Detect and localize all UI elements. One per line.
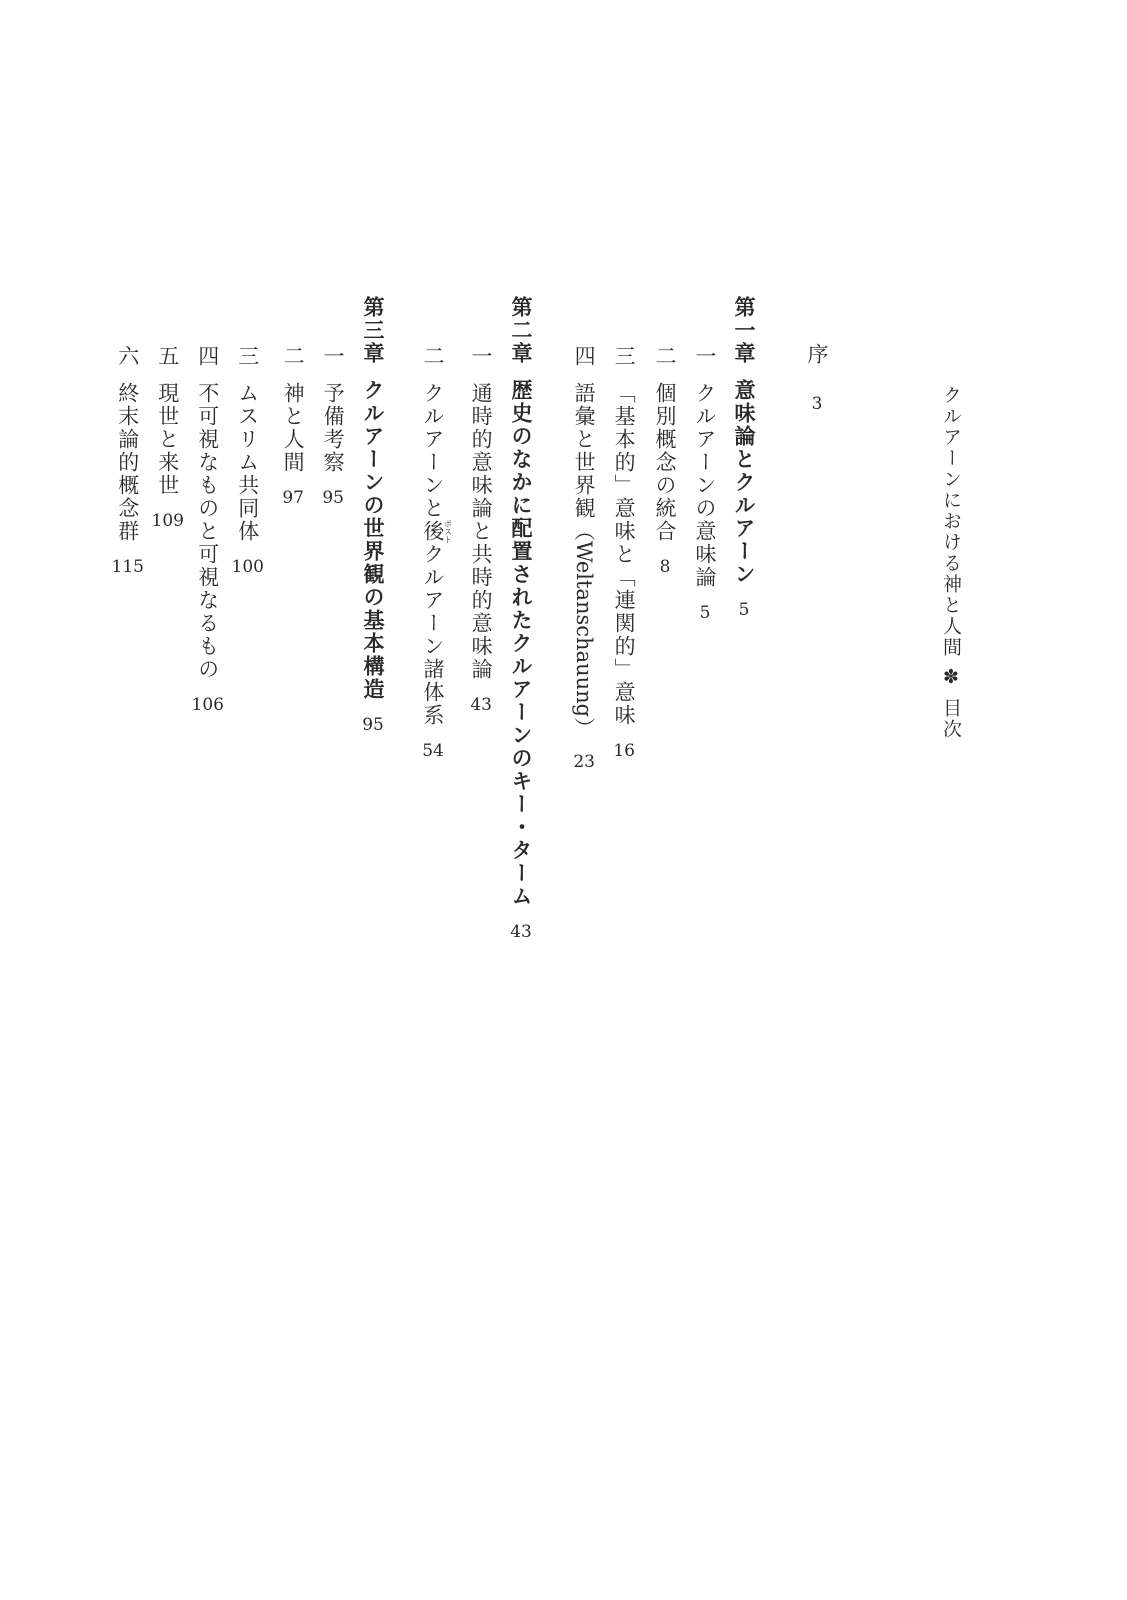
section-title: 通時的意味論と共時的意味論	[469, 382, 494, 681]
section-title-latin: （Weltanschauung）	[572, 520, 597, 739]
section-page: 43	[470, 695, 492, 715]
chapter-1-page: 5	[738, 600, 750, 620]
section-number: 一	[321, 345, 346, 368]
book-title-column	[941, 385, 960, 740]
chapter-3-section-3	[232, 345, 264, 576]
chapter-3-page: 95	[362, 715, 384, 735]
section-page: 23	[573, 752, 595, 773]
toc-label: 目次	[940, 698, 962, 740]
section-title: 現世と来世	[155, 382, 180, 497]
chapter-1-title: 意味論とクルアーン	[732, 379, 757, 586]
chapter-3-section-2	[282, 345, 304, 507]
section-page: 106	[191, 695, 224, 715]
chapter-1-heading	[734, 296, 755, 619]
section-number: 六	[115, 345, 140, 368]
section-number: 二	[653, 345, 677, 368]
chapter-2-section-2	[422, 345, 452, 760]
chapter-1-section-3	[613, 345, 635, 760]
section-title: 終末論的概念群	[115, 382, 140, 543]
separator-mark: ✽	[940, 666, 962, 690]
chapter-2-title: 歴史のなかに配置されたクルアーンのキー・ターム	[509, 379, 534, 908]
section-number: 二	[421, 345, 445, 368]
section-title: 予備考察	[321, 382, 346, 474]
section-page: 54	[422, 741, 444, 761]
section-title: 語彙と世界観	[572, 382, 597, 520]
chapter-1-section-2	[654, 345, 675, 576]
section-number: 三	[612, 345, 637, 368]
preface-title: 序	[805, 343, 829, 366]
section-number: 四	[572, 345, 597, 368]
ruby-word: 後ポスト	[421, 519, 453, 544]
chapter-2-heading	[510, 296, 532, 941]
chapter-2-section-1	[470, 345, 492, 714]
section-title: クルアーンの意味論	[693, 382, 717, 589]
section-title: 個別概念の統合	[653, 382, 677, 543]
section-page: 97	[282, 488, 304, 508]
section-page: 8	[659, 557, 671, 577]
chapter-2-page: 43	[510, 922, 532, 942]
section-number: 二	[281, 345, 306, 368]
section-page: 100	[231, 557, 264, 577]
section-page: 109	[151, 511, 184, 531]
section-title: 不可視なものと可視なるもの	[195, 382, 220, 681]
section-page: 95	[322, 488, 344, 508]
chapter-3-title: クルアーンの世界観の基本構造	[361, 379, 386, 701]
chapter-3-section-1	[322, 345, 344, 507]
section-title: 神と人間	[281, 382, 306, 474]
section-page: 115	[111, 557, 144, 577]
chapter-3-section-4	[192, 345, 224, 714]
section-number: 四	[195, 345, 220, 368]
chapter-3-section-5	[152, 345, 184, 530]
section-title: クルアーンと	[421, 382, 445, 520]
section-title-rest: クルアーン諸体系	[421, 543, 445, 727]
chapter-1-label: 第一章	[732, 296, 757, 365]
chapter-3-section-6	[112, 345, 144, 576]
section-number: 五	[155, 345, 180, 368]
chapter-3-heading	[362, 296, 384, 734]
section-number: 一	[693, 345, 717, 368]
toc-preface	[806, 343, 827, 413]
section-title: 「基本的」意味と「連関的」意味	[612, 382, 637, 727]
section-number: 三	[235, 345, 260, 368]
section-page: 5	[699, 603, 711, 623]
chapter-1-section-4	[573, 345, 595, 771]
chapter-2-label: 第二章	[509, 296, 534, 365]
section-page: 16	[613, 741, 635, 761]
preface-page: 3	[811, 394, 823, 414]
chapter-3-label: 第三章	[361, 296, 386, 365]
section-number: 一	[469, 345, 494, 368]
ruby-annotation: ポスト	[443, 519, 453, 544]
book-title: クルアーンにおける神と人間	[940, 385, 962, 658]
section-title: ムスリム共同体	[235, 382, 260, 543]
chapter-1-section-1	[694, 345, 715, 622]
